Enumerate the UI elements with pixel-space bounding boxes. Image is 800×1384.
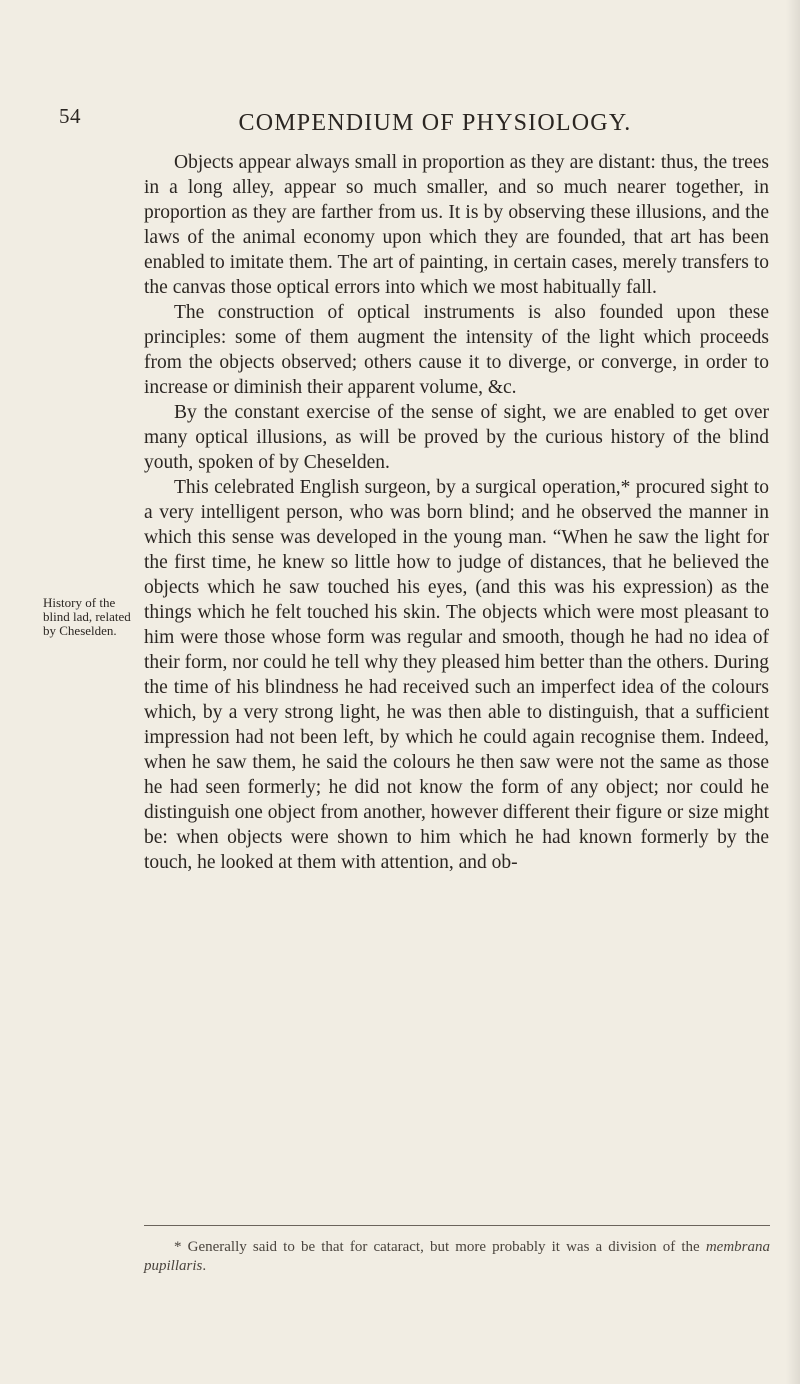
page-number: 54	[59, 104, 81, 128]
running-head: COMPENDIUM OF PHYSIOLOGY.	[238, 110, 632, 136]
paragraph: The construction of optical instruments is also founded upon these principles: some of them augment the intensity of the light which proceeds from the objects observed; others cause it to diverge, or converge, in order to increase or diminish their apparent volume, &c.	[144, 302, 769, 398]
page-edge-shadow	[786, 0, 800, 1384]
footnote-text: * Generally said to be that for cataract, but more probably it was a division of the	[174, 1239, 700, 1255]
paragraph: This celebrated English surgeon, by a surgical operation,* procured sight to a very intelligent person, who was born blind; and he observed the manner in which this sense was developed in the young man. “When he saw the light for the first time, he knew so little how to judge of distances, that he believed the objects which he saw touched his eyes, (and this was his expression) as the things which he felt touched his skin. The objects which were most pleasant to him were those whose form was regular and smooth, though he had no idea of their form, nor could he tell why they pleased him better than the others. During the time of his blindness he had received such an imperfect idea of the colours which, by a very strong light, he was then able to distinguish, that a sufficient impression had not been left, by which he could again recognise them. Indeed, when he saw them, he said the colours he then saw were not the same as those he had seen formerly; he did not know the form of any object; nor could he distinguish one object from another, however different their figure or size might be: when objects were shown to him which he had known formerly by the touch, he looked at them with attention, and ob-	[144, 477, 769, 873]
footnote-italic-term: membrana pupillaris	[144, 1239, 771, 1274]
body-text	[144, 150, 769, 875]
footnote	[144, 1238, 770, 1276]
paragraph: By the constant exercise of the sense of sight, we are enabled to get over many optical illusions, as will be proved by the curious history of the blind youth, spoken of by Cheselden.	[144, 402, 769, 473]
paragraph: Objects appear always small in proportion as they are distant: thus, the trees in a long alley, appear so much smaller, and so much nearer together, in proportion as they are farther from us. It is by observing these illusions, and the laws of the animal economy upon which they are founded, that art has been enabled to imitate them. The art of painting, in certain cases, merely transfers to the canvas those optical errors into which we most habitually fall.	[144, 152, 769, 298]
page-header	[0, 104, 800, 140]
footnote-end: .	[202, 1258, 207, 1274]
footnote-divider	[144, 1225, 770, 1226]
margin-note: History of the blind lad, related by Cheselden.	[43, 595, 131, 638]
